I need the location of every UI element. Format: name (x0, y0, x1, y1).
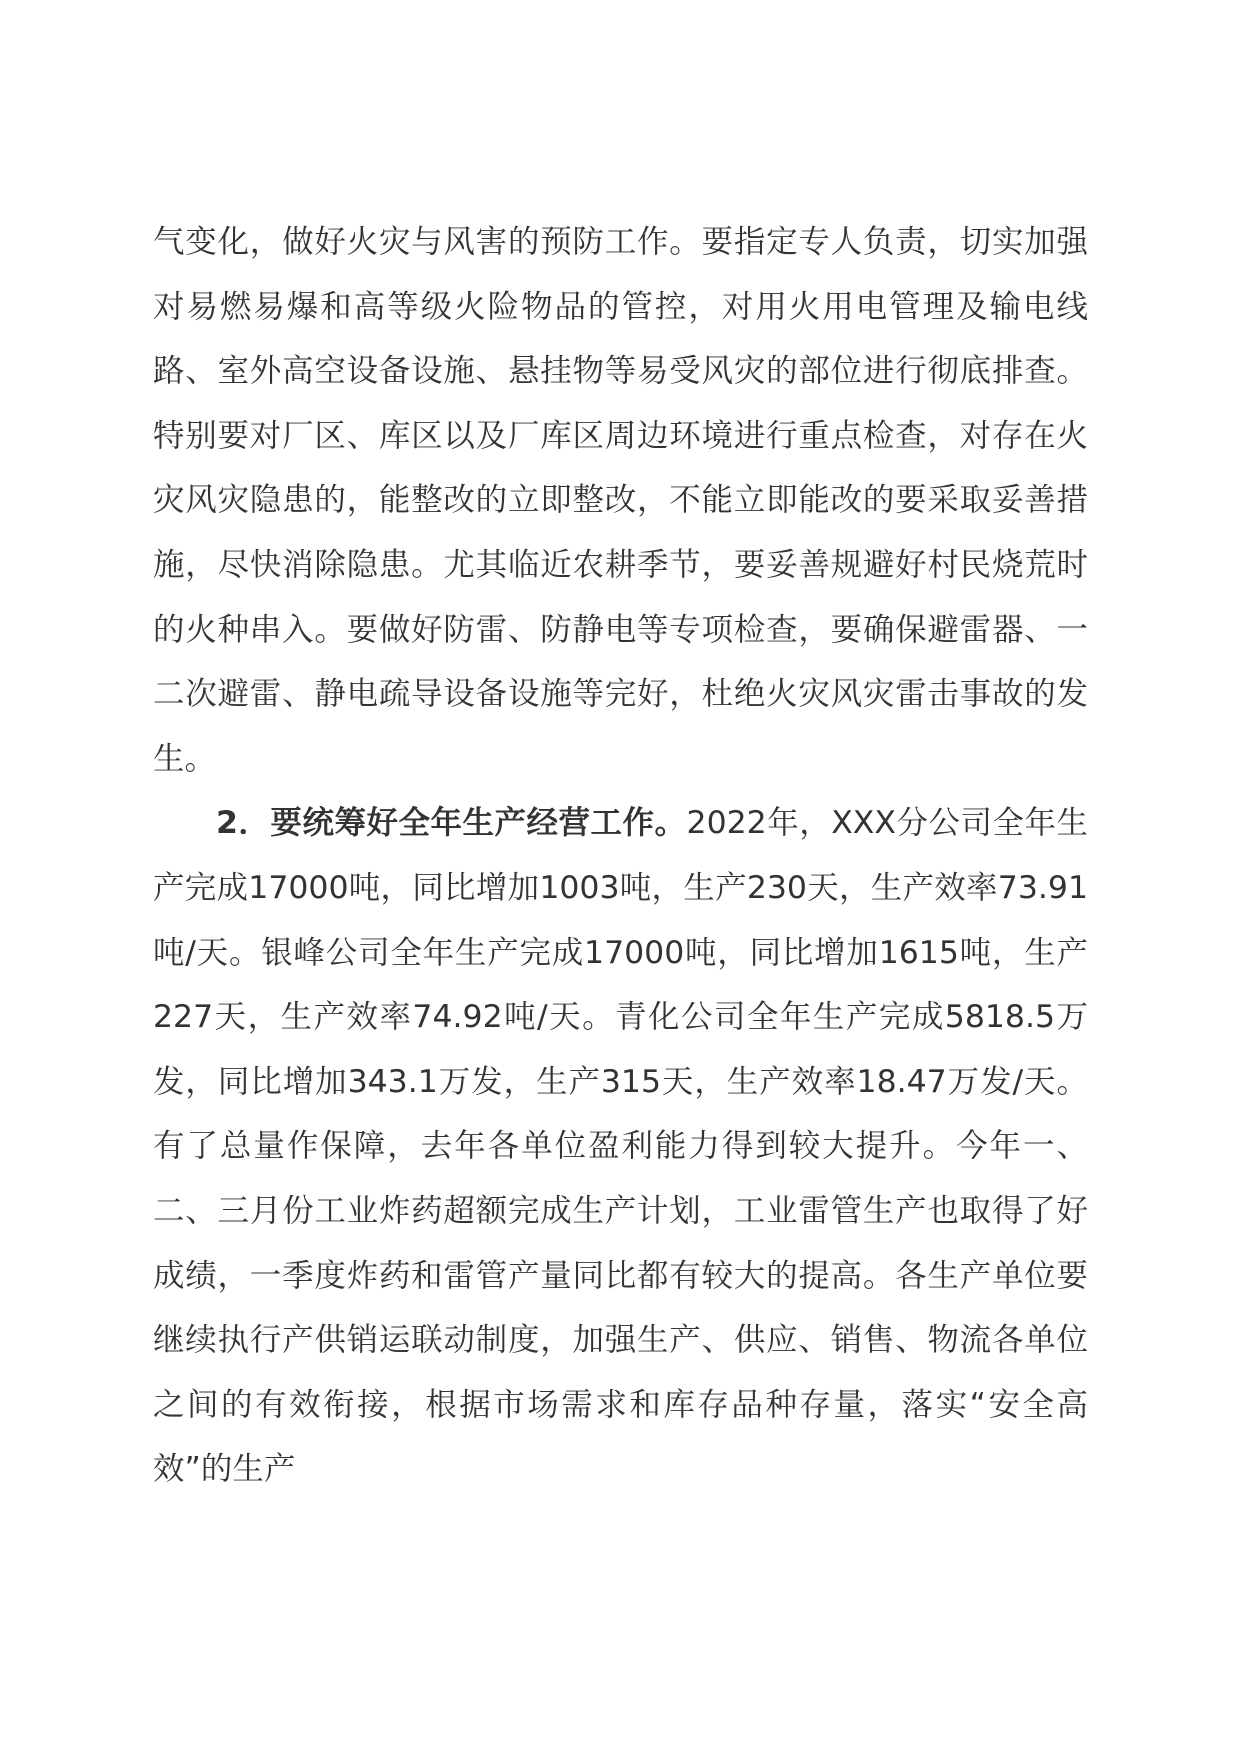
document-page (153, 210, 1088, 1502)
paragraph-text: 2022年，XXX分公司全年生产完成17000吨，同比增加1003吨，生产230天，生产效率73.91吨/天。银峰公司全年生产完成17000吨，同比增加1615吨，生产227天，生产效率74.92吨/天。青化公司全年生产完成5818.5万发，同比增加343.1万发，生产315天，生产效率18.47万发/天。有了总量作保障，去年各单位盈利能力得到较大提升。今年一、二、三月份工业炸药超额完成生产计划，工业雷管生产也取得了好成绩，一季度炸药和雷管产量同比都有较大的提高。各生产单位要继续执行产供销运联动制度，加强生产、供应、销售、物流各单位之间的有效衔接，根据市场需求和库存品种存量，落实“安全高效”的生产 (153, 805, 1088, 1488)
paragraph-production-planning (153, 791, 1088, 1502)
paragraph-text: 气变化，做好火灾与风害的预防工作。要指定专人负责，切实加强对易燃易爆和高等级火险物品的管控，对用火用电管理及输电线路、室外高空设备设施、悬挂物等易受风灾的部位进行彻底排查。特别要对厂区、库区以及厂库区周边环境进行重点检查，对存在火灾风灾隐患的，能整改的立即整改，不能立即能改的要采取妥善措施，尽快消除隐患。尤其临近农耕季节，要妥善规避好村民烧荒时的火种串入。要做好防雷、防静电等专项检查，要确保避雷器、一二次避雷、静电疏导设备设施等完好，杜绝火灾风灾雷击事故的发生。 (153, 224, 1088, 777)
paragraph-fire-wind-prevention (153, 210, 1088, 791)
section-heading: 2．要统筹好全年生产经营工作。 (216, 805, 687, 842)
